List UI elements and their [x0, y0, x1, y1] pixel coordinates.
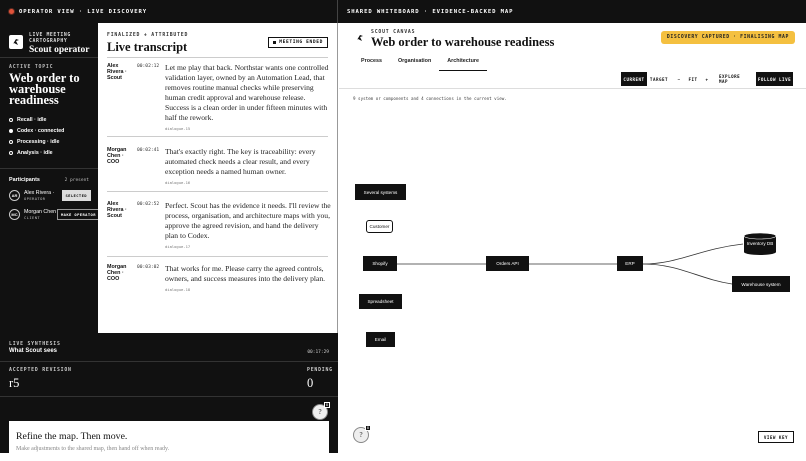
- dialogue-id: dialogue-17: [165, 244, 191, 249]
- operator-topbar: [0, 0, 338, 23]
- active-topic-title: Web order to warehouse readiness: [9, 71, 80, 107]
- operator-view-label: OPERATOR VIEW · LIVE DISCOVERY: [19, 8, 148, 15]
- current-view-button[interactable]: CURRENT: [621, 72, 647, 86]
- participant-name: Morgan Chen: [24, 209, 57, 215]
- canvas-subtitle: SCOUT CANVAS: [371, 30, 416, 35]
- status-dot-icon: [9, 140, 13, 144]
- fit-button[interactable]: FIT: [688, 76, 698, 82]
- participant-role: OPERATOR: [24, 196, 46, 201]
- utterance: [165, 63, 331, 134]
- synthesis-subtitle: LIVE SYNTHESIS: [9, 342, 61, 347]
- transcript-divider: [107, 191, 328, 192]
- brand-subtitle-2: CARTOGRAPHY: [29, 39, 68, 44]
- pending-value: 0: [307, 376, 314, 390]
- architecture-canvas[interactable]: [339, 74, 806, 453]
- scout-canvas-logo-icon: [355, 33, 365, 43]
- utterance-text: Let me play that back. Northstar wants one controlled validation layer, owned by an Automation Lead, that removes routine manual checks while preserving human credit approval and warehouse release. Success is a clean order in under fifteen minutes with half the rework.: [165, 63, 329, 122]
- dialogue-id: dialogue-15: [165, 126, 191, 131]
- speaker-name: Alex Rivera · Scout: [107, 201, 127, 219]
- utterance-text: That's exactly right. The key is traceability: every automated check needs a clear result, and every exception needs a named human owner.: [165, 147, 316, 176]
- status-recall: [9, 114, 64, 125]
- avatar: MC: [9, 209, 20, 220]
- target-view-button[interactable]: TARGET: [649, 76, 669, 82]
- tab-process[interactable]: Process: [361, 58, 382, 64]
- operator-sidebar: [0, 23, 98, 333]
- zoom-in-button[interactable]: +: [705, 76, 709, 82]
- status-label: Processing · idle: [17, 138, 60, 145]
- meeting-ended-badge: [268, 37, 328, 48]
- sidebar-divider: [0, 57, 98, 58]
- entry-timestamp: 00:02:12: [137, 64, 160, 69]
- utterance: [165, 264, 331, 295]
- brand-title: Scout operator: [29, 45, 90, 55]
- stop-icon: [273, 41, 276, 44]
- status-label: Codex · connected: [17, 127, 65, 134]
- transcript-title: Live transcript: [107, 40, 188, 54]
- participant-row: [9, 209, 96, 220]
- refine-card-title: Refine the map. Then move.: [16, 431, 128, 442]
- avatar: AR: [9, 190, 20, 201]
- connection-lines: [339, 89, 806, 453]
- status-list: [9, 114, 64, 158]
- pending-label: PENDING: [307, 368, 333, 373]
- transcript-subtitle: FINALIZED + ATTRIBUTED: [107, 33, 189, 38]
- discovery-status-pill: DISCOVERY CAPTURED · FINALISING MAP: [661, 31, 795, 44]
- synthesis-elapsed-time: 00:17:29: [307, 350, 329, 355]
- node-inventory-db[interactable]: [743, 232, 777, 256]
- speaker-name: Morgan Chen · COO: [107, 147, 127, 165]
- brand: [9, 33, 89, 55]
- status-dot-icon: [9, 151, 13, 155]
- sidebar-divider: [0, 168, 98, 169]
- utterance-text: That works for me. Please carry the agreed controls, owners, and success measures into the delivery plan.: [165, 264, 326, 283]
- node-inventory-db-label: Inventory DB: [746, 241, 774, 246]
- tab-organisation[interactable]: Organisation: [397, 58, 432, 64]
- participants-header: [9, 177, 89, 183]
- transcript-divider: [107, 136, 328, 137]
- dialogue-id: dialogue-18: [165, 287, 191, 292]
- entry-timestamp: 00:02:41: [137, 148, 160, 153]
- node-shopify[interactable]: Shopify: [363, 256, 397, 271]
- canvas-help-badge: 8: [366, 426, 370, 430]
- canvas-title: Web order to warehouse readiness: [371, 35, 555, 49]
- participant-name: Alex Rivera ·: [24, 190, 55, 196]
- status-dot-icon: [9, 118, 13, 122]
- participants-count: 2 present: [64, 177, 89, 183]
- node-several-systems[interactable]: Several systems: [355, 184, 406, 200]
- make-operator-button[interactable]: MAKE OPERATOR: [57, 209, 100, 220]
- canvas-help-button[interactable]: ?: [353, 427, 369, 443]
- entry-timestamp: 00:03:02: [137, 265, 160, 270]
- active-topic-label: ACTIVE TOPIC: [9, 65, 54, 70]
- zoom-out-button[interactable]: −: [677, 76, 681, 82]
- brand-subtitle-1: LIVE MEETING: [29, 33, 71, 38]
- utterance: [165, 201, 331, 252]
- status-analysis: [9, 147, 64, 158]
- entry-timestamp: 00:02:52: [137, 202, 160, 207]
- help-count-badge: 8: [325, 403, 329, 407]
- meeting-ended-label: MEETING ENDED: [279, 40, 323, 45]
- whiteboard-topbar: [338, 0, 806, 23]
- synthesis-divider: [0, 361, 338, 362]
- transcript-divider: [107, 256, 328, 257]
- transcript-divider: [107, 57, 328, 58]
- accepted-revision-label: ACCEPTED REVISION: [9, 368, 72, 373]
- whiteboard-label: SHARED WHITEBOARD · EVIDENCE-BACKED MAP: [347, 8, 514, 15]
- canvas-summary-note: 9 system or components and 4 connections in the current view.: [353, 96, 507, 101]
- synthesis-header: [9, 342, 61, 354]
- live-indicator-icon: [9, 9, 14, 14]
- participants-title: Participants: [9, 177, 40, 183]
- help-button[interactable]: ?: [312, 404, 328, 420]
- accepted-revision-value: r5: [9, 376, 20, 390]
- status-label: Recall · idle: [17, 116, 47, 123]
- scout-logo-icon: [9, 35, 23, 49]
- status-label: Analysis · idle: [17, 149, 53, 156]
- participant-role: CLIENT: [24, 215, 41, 220]
- node-orders-api[interactable]: Orders API: [486, 256, 529, 271]
- synthesis-divider: [0, 396, 338, 397]
- selected-operator-button[interactable]: SELECTED: [62, 190, 92, 201]
- utterance: [165, 147, 331, 188]
- synthesis-panel: [0, 333, 338, 453]
- tab-architecture[interactable]: Architecture: [439, 56, 487, 71]
- node-email[interactable]: Email: [366, 332, 395, 347]
- canvas-tabs: [353, 56, 487, 71]
- node-customer[interactable]: Customer: [366, 220, 393, 233]
- status-processing: [9, 136, 64, 147]
- status-codex: [9, 125, 64, 136]
- speaker-name: Morgan Chen · COO: [107, 264, 127, 282]
- synthesis-title: What Scout sees: [9, 348, 58, 354]
- transcript-panel: [98, 23, 338, 333]
- status-dot-icon: [9, 129, 13, 133]
- view-key-button[interactable]: VIEW KEY: [758, 431, 794, 443]
- follow-live-button[interactable]: FOLLOW LIVE: [756, 72, 793, 86]
- node-erp[interactable]: ERP: [617, 256, 643, 271]
- node-warehouse-system[interactable]: Warehouse system: [732, 276, 790, 292]
- utterance-text: Perfect. Scout has the evidence it needs. I'll review the process, organisation, and architecture maps with you, approve the agreed revision, and hand the delivery plan to Codex.: [165, 201, 331, 240]
- refine-card: [9, 421, 329, 461]
- explore-map-button[interactable]: EXPLORE MAP: [719, 74, 741, 84]
- speaker-name: Alex Rivera · Scout: [107, 63, 127, 81]
- node-spreadsheet[interactable]: Spreadsheet: [359, 294, 402, 309]
- refine-card-description: Make adjustments to the shared map, then hand off when ready.: [16, 446, 170, 452]
- dialogue-id: dialogue-16: [165, 180, 191, 185]
- participant-row: [9, 190, 91, 201]
